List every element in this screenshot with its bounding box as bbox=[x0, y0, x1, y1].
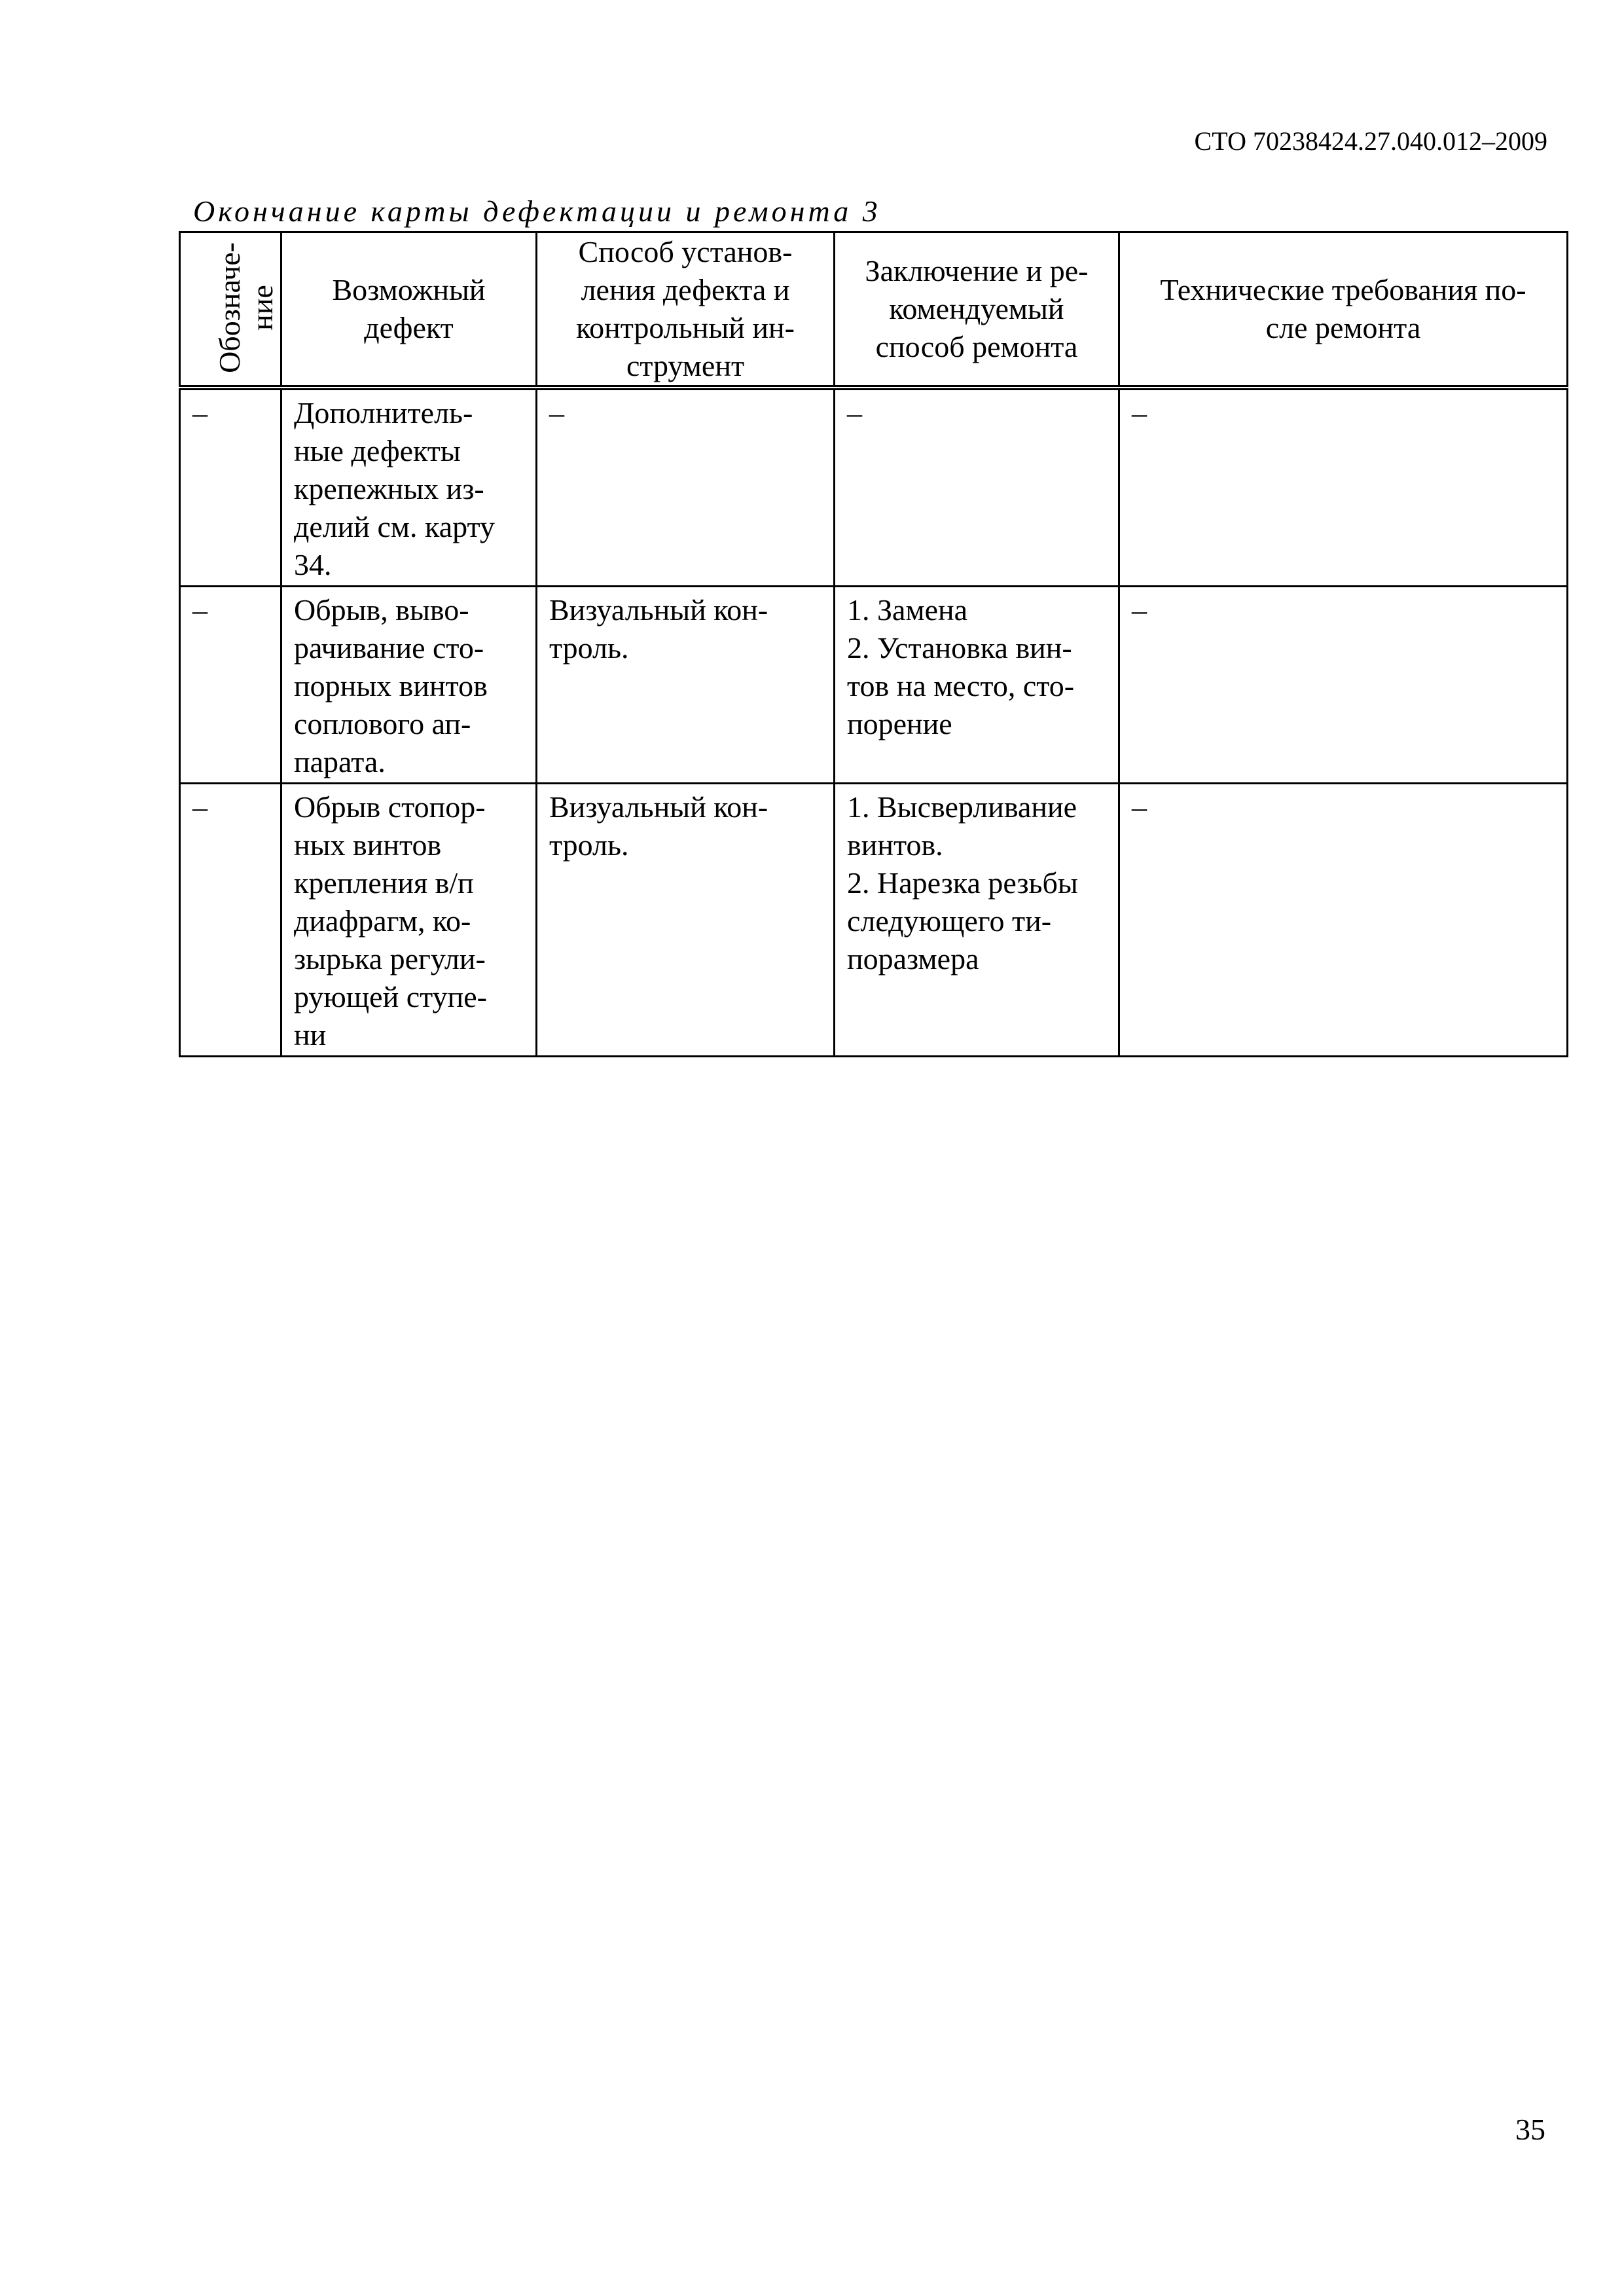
table-row bbox=[180, 388, 1568, 587]
cell-detection-method: Визуальный кон- троль. bbox=[537, 587, 835, 784]
table-header-row bbox=[180, 232, 1568, 388]
column-header-detection-method-label: Способ установ- ления дефекта и контрольный ин- струмент bbox=[576, 235, 795, 382]
cell-defect: Дополнитель- ные дефекты крепежных из- делий см. карту 34. bbox=[281, 388, 537, 587]
column-header-defect bbox=[281, 232, 537, 388]
column-header-designation bbox=[180, 232, 281, 388]
cell-defect: Обрыв стопор- ных винтов крепления в/п диафрагм, ко- зырька регули- рующей ступе- ни bbox=[281, 784, 537, 1057]
cell-detection-method: Визуальный кон- троль. bbox=[537, 784, 835, 1057]
cell-designation: – bbox=[180, 587, 281, 784]
cell-repair-method: 1. Замена 2. Установка вин- тов на место, сто- порение bbox=[835, 587, 1119, 784]
table-row bbox=[180, 587, 1568, 784]
cell-designation: – bbox=[180, 388, 281, 587]
cell-requirements: – bbox=[1119, 587, 1568, 784]
cell-repair-method: 1. Высверливание винтов. 2. Нарезка резьбы следующего ти- поразмера bbox=[835, 784, 1119, 1057]
page-number: 35 bbox=[1515, 2113, 1545, 2146]
column-header-requirements-label: Технические требования по- сле ремонта bbox=[1160, 273, 1526, 344]
column-header-detection-method bbox=[537, 232, 835, 388]
defect-repair-table bbox=[179, 231, 1568, 1057]
cell-defect: Обрыв, выво- рачивание сто- порных винтов соплового ап- парата. bbox=[281, 587, 537, 784]
cell-repair-method: – bbox=[835, 388, 1119, 587]
column-header-defect-label: Возможный дефект bbox=[332, 273, 486, 344]
column-header-repair-method-label: Заключение и ре- комендуемый способ ремонта bbox=[865, 254, 1089, 363]
table-caption: Окончание карты дефектации и ремонта 3 bbox=[193, 194, 881, 228]
cell-detection-method: – bbox=[537, 388, 835, 587]
cell-designation: – bbox=[180, 784, 281, 1057]
document-code: СТО 70238424.27.040.012–2009 bbox=[1194, 126, 1547, 156]
cell-requirements: – bbox=[1119, 784, 1568, 1057]
table-row bbox=[180, 784, 1568, 1057]
column-header-repair-method bbox=[835, 232, 1119, 388]
column-header-requirements bbox=[1119, 232, 1568, 388]
column-header-designation-label: Обозначе- ние bbox=[212, 242, 279, 373]
cell-requirements: – bbox=[1119, 388, 1568, 587]
